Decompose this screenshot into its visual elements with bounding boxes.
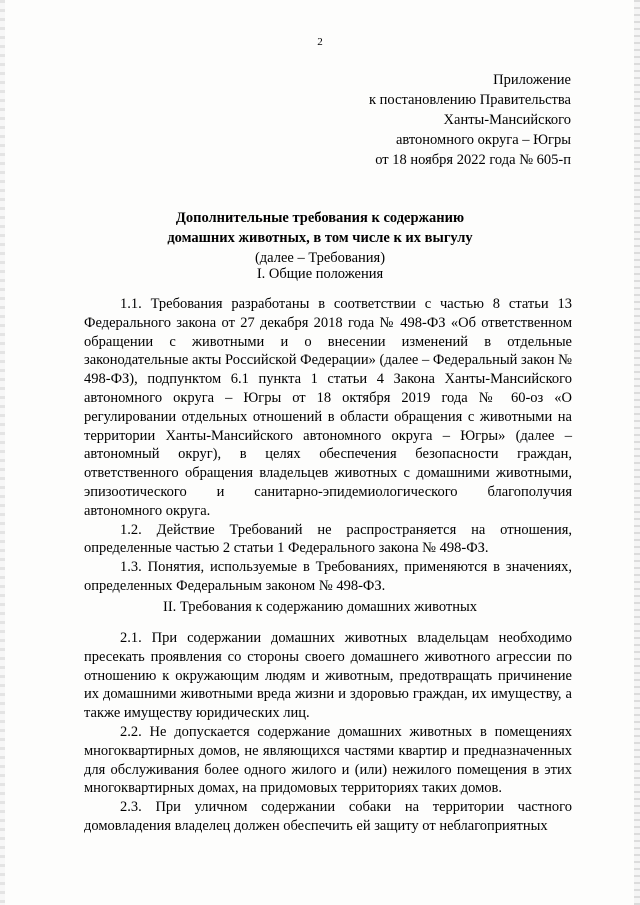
- section-2-heading: II. Требования к содержанию домашних животных: [163, 599, 477, 615]
- appendix-line: Ханты-Мансийского: [443, 112, 571, 128]
- section-1-heading: I. Общие положения: [256, 266, 384, 282]
- title-line-1: Дополнительные требования к содержанию: [175, 210, 465, 226]
- title-line-2: домашних животных, в том числе к их выгулу: [167, 230, 473, 246]
- appendix-line: автономного округа – Югры: [395, 132, 571, 148]
- paragraph-2-1: 2.1. При содержании домашних животных владельцам необходимо пресекать проявления со стороны своего домашнего животного агрессии по отношению к окружающим людям и животным, предотвращать причинение их домашними животными вреда жизни и здоровью граждан, их имуществу, а также имуществу юридических лиц.: [84, 630, 572, 722]
- scan-edge-right: [634, 0, 640, 905]
- paragraph-1-3: 1.3. Понятия, используемые в Требованиях, применяются в значениях, определенных Федеральным законом № 498-ФЗ.: [84, 559, 572, 594]
- appendix-line: Приложение: [493, 72, 571, 88]
- page-number: 2: [317, 36, 323, 48]
- document-title: [60, 208, 580, 268]
- appendix-block: [369, 70, 571, 170]
- paragraph-2-3: 2.3. При уличном содержании собаки на территории частного домовладения владелец должен обеспечить ей защиту от неблагоприятных: [84, 799, 572, 834]
- scan-edge-left: [0, 0, 5, 905]
- paragraph-1-2: 1.2. Действие Требований не распространяется на отношения, определенные частью 2 статьи 1 Федерального закона № 498-ФЗ.: [84, 521, 572, 557]
- appendix-line: к постановлению Правительства: [369, 92, 571, 108]
- paragraph-2-2: 2.2. Не допускается содержание домашних животных в помещениях многоквартирных домов, не являющихся частями квартир и предназначенных для обслуживания более одного жилого и (или) нежилого помещения в этих многоквартирных домах, на придомовых территориях таких домов.: [84, 723, 572, 797]
- section-1-body: [84, 295, 572, 596]
- title-line-3: (далее – Требования): [254, 250, 386, 266]
- appendix-line: от 18 ноября 2022 года № 605-п: [375, 152, 571, 168]
- paragraph-1-1: 1.1. Требования разработаны в соответствии с частью 8 статьи 13 Федерального закона от 27 декабря 2018 года № 498-ФЗ «Об ответственном обращении с животными и о внесении изменений в отдельные законодательные акты Российской Федерации» (далее – Федеральный закон № 498-ФЗ), подпунктом 6.1 пункта 1 статьи 4 Закона Ханты-Мансийского автономного округа – Югры от 18 октября 2019 года № 60-оз «О регулировании отдельных отношений в области обращения с животными на территории Ханты-Мансийского автономного округа – Югры» (далее – автономный округ), в целях обеспечения безопасности граждан, ответственного обращения владельцев животных с домашними животными, эпизоотического и санитарно-эпидемиологического благополучия автономного округа.: [84, 296, 572, 519]
- section-2-body: [84, 629, 572, 836]
